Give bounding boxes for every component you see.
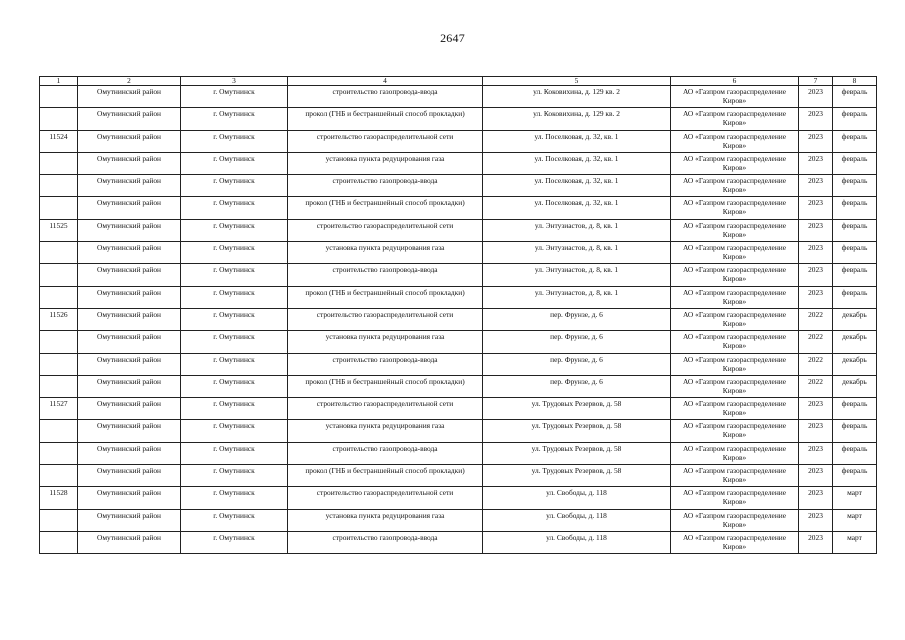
district-cell: Омутнинский район — [78, 509, 181, 531]
district-cell: Омутнинский район — [78, 286, 181, 308]
work-type-cell: прокол (ГНБ и бестраншейный способ прокладки) — [288, 197, 483, 219]
year-cell: 2023 — [799, 108, 833, 130]
row-number-cell — [40, 375, 78, 397]
year-cell: 2022 — [799, 375, 833, 397]
row-number-cell — [40, 197, 78, 219]
address-cell: ул. Коковихина, д. 129 кв. 2 — [483, 108, 671, 130]
month-cell: март — [833, 509, 877, 531]
work-type-cell: строительство газораспределительной сети — [288, 130, 483, 152]
address-cell: ул. Энтузиастов, д. 8, кв. 1 — [483, 242, 671, 264]
row-number-cell — [40, 108, 78, 130]
year-cell: 2023 — [799, 86, 833, 108]
town-cell: г. Омутнинск — [181, 353, 288, 375]
month-cell: март — [833, 487, 877, 509]
organization-cell: АО «Газпром газораспределение Киров» — [671, 398, 799, 420]
row-number-cell: 11524 — [40, 130, 78, 152]
page-number: 2647 — [440, 31, 465, 45]
month-cell: февраль — [833, 197, 877, 219]
month-cell: февраль — [833, 442, 877, 464]
town-cell: г. Омутнинск — [181, 286, 288, 308]
address-cell: ул. Трудовых Резервов, д. 58 — [483, 420, 671, 442]
year-cell: 2022 — [799, 308, 833, 330]
work-type-cell: строительство газопровода-ввода — [288, 442, 483, 464]
table-row — [40, 465, 877, 487]
table-row — [40, 175, 877, 197]
address-cell: ул. Свободы, д. 118 — [483, 531, 671, 553]
row-number-cell: 11526 — [40, 308, 78, 330]
organization-cell: АО «Газпром газораспределение Киров» — [671, 353, 799, 375]
column-header: 5 — [483, 77, 671, 86]
district-cell: Омутнинский район — [78, 219, 181, 241]
table-row — [40, 331, 877, 353]
year-cell: 2023 — [799, 442, 833, 464]
data-table — [39, 76, 877, 554]
work-type-cell: установка пункта редуцирования газа — [288, 331, 483, 353]
month-cell: декабрь — [833, 353, 877, 375]
town-cell: г. Омутнинск — [181, 152, 288, 174]
organization-cell: АО «Газпром газораспределение Киров» — [671, 197, 799, 219]
column-header: 8 — [833, 77, 877, 86]
column-header: 7 — [799, 77, 833, 86]
town-cell: г. Омутнинск — [181, 442, 288, 464]
month-cell: февраль — [833, 86, 877, 108]
address-cell: ул. Трудовых Резервов, д. 58 — [483, 398, 671, 420]
row-number-cell — [40, 86, 78, 108]
address-cell: ул. Поселковая, д. 32, кв. 1 — [483, 197, 671, 219]
table-row — [40, 353, 877, 375]
town-cell: г. Омутнинск — [181, 219, 288, 241]
month-cell: март — [833, 531, 877, 553]
table-row — [40, 531, 877, 553]
month-cell: февраль — [833, 242, 877, 264]
organization-cell: АО «Газпром газораспределение Киров» — [671, 175, 799, 197]
month-cell: февраль — [833, 420, 877, 442]
town-cell: г. Омутнинск — [181, 465, 288, 487]
organization-cell: АО «Газпром газораспределение Киров» — [671, 152, 799, 174]
table-row — [40, 442, 877, 464]
row-number-cell — [40, 242, 78, 264]
table-row — [40, 487, 877, 509]
month-cell: февраль — [833, 130, 877, 152]
column-header: 2 — [78, 77, 181, 86]
district-cell: Омутнинский район — [78, 242, 181, 264]
town-cell: г. Омутнинск — [181, 509, 288, 531]
town-cell: г. Омутнинск — [181, 130, 288, 152]
table-row — [40, 242, 877, 264]
district-cell: Омутнинский район — [78, 175, 181, 197]
year-cell: 2022 — [799, 331, 833, 353]
month-cell: февраль — [833, 264, 877, 286]
town-cell: г. Омутнинск — [181, 375, 288, 397]
organization-cell: АО «Газпром газораспределение Киров» — [671, 331, 799, 353]
work-type-cell: строительство газопровода-ввода — [288, 175, 483, 197]
month-cell: февраль — [833, 465, 877, 487]
year-cell: 2023 — [799, 264, 833, 286]
month-cell: декабрь — [833, 308, 877, 330]
organization-cell: АО «Газпром газораспределение Киров» — [671, 242, 799, 264]
column-header: 4 — [288, 77, 483, 86]
row-number-cell: 11528 — [40, 487, 78, 509]
year-cell: 2023 — [799, 398, 833, 420]
work-type-cell: строительство газопровода-ввода — [288, 353, 483, 375]
town-cell: г. Омутнинск — [181, 531, 288, 553]
district-cell: Омутнинский район — [78, 487, 181, 509]
row-number-cell — [40, 286, 78, 308]
month-cell: февраль — [833, 108, 877, 130]
address-cell: ул. Энтузиастов, д. 8, кв. 1 — [483, 286, 671, 308]
table-row — [40, 308, 877, 330]
district-cell: Омутнинский район — [78, 465, 181, 487]
year-cell: 2023 — [799, 130, 833, 152]
town-cell: г. Омутнинск — [181, 175, 288, 197]
table-row — [40, 152, 877, 174]
district-cell: Омутнинский район — [78, 375, 181, 397]
month-cell: февраль — [833, 152, 877, 174]
year-cell: 2023 — [799, 219, 833, 241]
organization-cell: АО «Газпром газораспределение Киров» — [671, 130, 799, 152]
address-cell: ул. Коковихина, д. 129 кв. 2 — [483, 86, 671, 108]
table-row — [40, 398, 877, 420]
work-type-cell: строительство газораспределительной сети — [288, 308, 483, 330]
address-cell: ул. Энтузиастов, д. 8, кв. 1 — [483, 264, 671, 286]
work-type-cell: установка пункта редуцирования газа — [288, 509, 483, 531]
organization-cell: АО «Газпром газораспределение Киров» — [671, 442, 799, 464]
district-cell: Омутнинский район — [78, 420, 181, 442]
table-row — [40, 420, 877, 442]
organization-cell: АО «Газпром газораспределение Киров» — [671, 465, 799, 487]
table-row — [40, 86, 877, 108]
month-cell: февраль — [833, 219, 877, 241]
work-type-cell: строительство газопровода-ввода — [288, 86, 483, 108]
town-cell: г. Омутнинск — [181, 420, 288, 442]
district-cell: Омутнинский район — [78, 331, 181, 353]
work-type-cell: строительство газораспределительной сети — [288, 487, 483, 509]
row-number-cell: 11527 — [40, 398, 78, 420]
organization-cell: АО «Газпром газораспределение Киров» — [671, 219, 799, 241]
row-number-cell — [40, 531, 78, 553]
district-cell: Омутнинский район — [78, 308, 181, 330]
row-number-cell — [40, 264, 78, 286]
table-row — [40, 286, 877, 308]
work-type-cell: установка пункта редуцирования газа — [288, 242, 483, 264]
organization-cell: АО «Газпром газораспределение Киров» — [671, 86, 799, 108]
town-cell: г. Омутнинск — [181, 487, 288, 509]
year-cell: 2022 — [799, 353, 833, 375]
row-number-cell — [40, 152, 78, 174]
table-row — [40, 108, 877, 130]
district-cell: Омутнинский район — [78, 264, 181, 286]
address-cell: ул. Поселковая, д. 32, кв. 1 — [483, 175, 671, 197]
address-cell: ул. Свободы, д. 118 — [483, 487, 671, 509]
district-cell: Омутнинский район — [78, 152, 181, 174]
row-number-cell — [40, 509, 78, 531]
month-cell: февраль — [833, 398, 877, 420]
year-cell: 2023 — [799, 509, 833, 531]
organization-cell: АО «Газпром газораспределение Киров» — [671, 108, 799, 130]
district-cell: Омутнинский район — [78, 353, 181, 375]
district-cell: Омутнинский район — [78, 442, 181, 464]
work-type-cell: прокол (ГНБ и бестраншейный способ прокладки) — [288, 286, 483, 308]
work-type-cell: строительство газораспределительной сети — [288, 219, 483, 241]
month-cell: декабрь — [833, 331, 877, 353]
town-cell: г. Омутнинск — [181, 197, 288, 219]
year-cell: 2023 — [799, 531, 833, 553]
address-cell: пер. Фрунзе, д. 6 — [483, 353, 671, 375]
address-cell: пер. Фрунзе, д. 6 — [483, 375, 671, 397]
district-cell: Омутнинский район — [78, 197, 181, 219]
year-cell: 2023 — [799, 286, 833, 308]
month-cell: февраль — [833, 175, 877, 197]
month-cell: февраль — [833, 286, 877, 308]
row-number-cell — [40, 465, 78, 487]
work-type-cell: строительство газопровода-ввода — [288, 531, 483, 553]
work-type-cell: установка пункта редуцирования газа — [288, 420, 483, 442]
town-cell: г. Омутнинск — [181, 242, 288, 264]
district-cell: Омутнинский район — [78, 130, 181, 152]
table-row — [40, 509, 877, 531]
table-row — [40, 197, 877, 219]
district-cell: Омутнинский район — [78, 398, 181, 420]
row-number-cell — [40, 175, 78, 197]
address-cell: ул. Трудовых Резервов, д. 58 — [483, 465, 671, 487]
table-row — [40, 375, 877, 397]
address-cell: ул. Трудовых Резервов, д. 58 — [483, 442, 671, 464]
table-body — [40, 86, 877, 554]
district-cell: Омутнинский район — [78, 531, 181, 553]
year-cell: 2023 — [799, 175, 833, 197]
work-type-cell: строительство газораспределительной сети — [288, 398, 483, 420]
organization-cell: АО «Газпром газораспределение Киров» — [671, 308, 799, 330]
town-cell: г. Омутнинск — [181, 108, 288, 130]
column-header: 6 — [671, 77, 799, 86]
organization-cell: АО «Газпром газораспределение Киров» — [671, 286, 799, 308]
column-header: 3 — [181, 77, 288, 86]
year-cell: 2023 — [799, 197, 833, 219]
table-row — [40, 219, 877, 241]
address-cell: пер. Фрунзе, д. 6 — [483, 308, 671, 330]
address-cell: пер. Фрунзе, д. 6 — [483, 331, 671, 353]
month-cell: декабрь — [833, 375, 877, 397]
organization-cell: АО «Газпром газораспределение Киров» — [671, 487, 799, 509]
work-type-cell: прокол (ГНБ и бестраншейный способ прокладки) — [288, 108, 483, 130]
work-type-cell: прокол (ГНБ и бестраншейный способ прокладки) — [288, 375, 483, 397]
column-header: 1 — [40, 77, 78, 86]
work-type-cell: строительство газопровода-ввода — [288, 264, 483, 286]
year-cell: 2023 — [799, 152, 833, 174]
row-number-cell — [40, 353, 78, 375]
town-cell: г. Омутнинск — [181, 86, 288, 108]
town-cell: г. Омутнинск — [181, 308, 288, 330]
organization-cell: АО «Газпром газораспределение Киров» — [671, 375, 799, 397]
address-cell: ул. Поселковая, д. 32, кв. 1 — [483, 152, 671, 174]
organization-cell: АО «Газпром газораспределение Киров» — [671, 509, 799, 531]
work-type-cell: прокол (ГНБ и бестраншейный способ прокладки) — [288, 465, 483, 487]
year-cell: 2023 — [799, 420, 833, 442]
row-number-cell — [40, 331, 78, 353]
row-number-cell: 11525 — [40, 219, 78, 241]
address-cell: ул. Энтузиастов, д. 8, кв. 1 — [483, 219, 671, 241]
town-cell: г. Омутнинск — [181, 264, 288, 286]
organization-cell: АО «Газпром газораспределение Киров» — [671, 531, 799, 553]
town-cell: г. Омутнинск — [181, 331, 288, 353]
organization-cell: АО «Газпром газораспределение Киров» — [671, 264, 799, 286]
year-cell: 2023 — [799, 242, 833, 264]
organization-cell: АО «Газпром газораспределение Киров» — [671, 420, 799, 442]
row-number-cell — [40, 442, 78, 464]
year-cell: 2023 — [799, 465, 833, 487]
column-number-row — [40, 77, 877, 86]
district-cell: Омутнинский район — [78, 108, 181, 130]
address-cell: ул. Свободы, д. 118 — [483, 509, 671, 531]
district-cell: Омутнинский район — [78, 86, 181, 108]
table-row — [40, 130, 877, 152]
address-cell: ул. Поселковая, д. 32, кв. 1 — [483, 130, 671, 152]
year-cell: 2023 — [799, 487, 833, 509]
row-number-cell — [40, 420, 78, 442]
town-cell: г. Омутнинск — [181, 398, 288, 420]
work-type-cell: установка пункта редуцирования газа — [288, 152, 483, 174]
table-row — [40, 264, 877, 286]
